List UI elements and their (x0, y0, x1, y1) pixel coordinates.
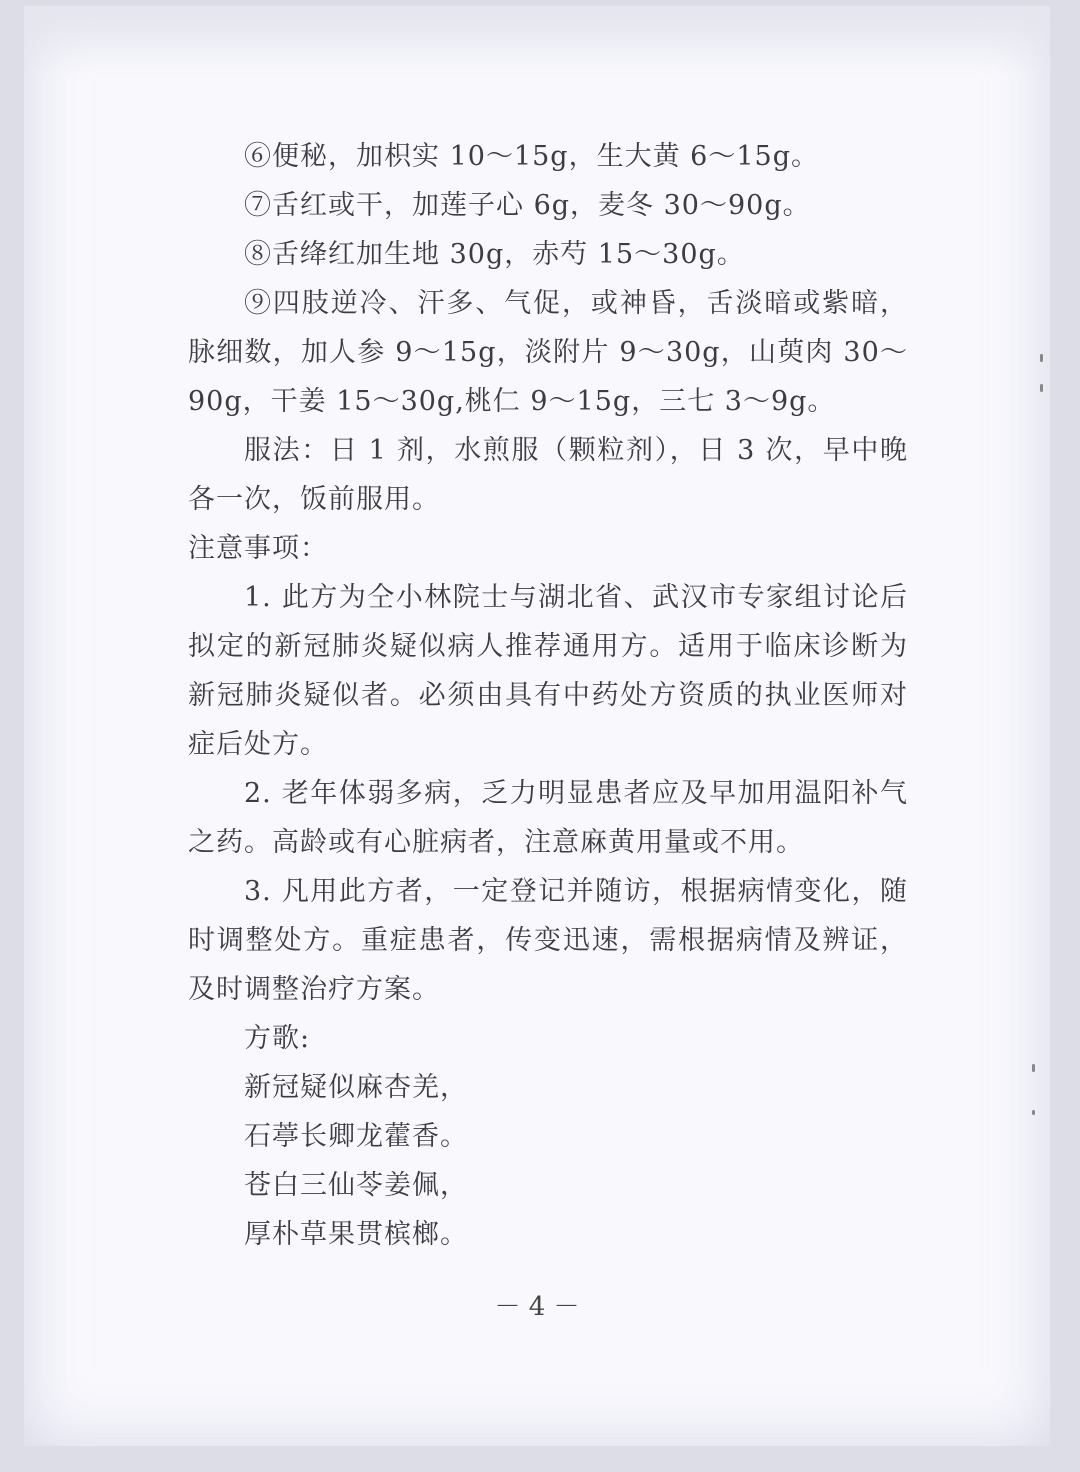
poem-line: 新冠疑似麻杏羌， (244, 1072, 468, 1103)
paragraph-constipation: ⑥便秘，加枳实 10～15g，生大黄 6～15g。 (244, 141, 819, 172)
paragraph-dosage: 服法：日 1 剂，水煎服（颗粒剂），日 3 次，早中晚各一次，饭前服用。 (188, 435, 908, 515)
paragraph-crimson-tongue: ⑧舌绛红加生地 30g，赤芍 15～30g。 (244, 239, 745, 270)
formula-song (188, 1063, 908, 1259)
document-body (188, 132, 908, 1259)
precaution-item-3: 3. 凡用此方者，一定登记并随访，根据病情变化，随时调整处方。重症患者，传变迅速，需根据病情及辨证，及时调整治疗方案。 (188, 876, 908, 1005)
document-page (24, 6, 1050, 1446)
scan-speck (1040, 354, 1043, 362)
poem-line: 厚朴草果贯槟榔。 (244, 1219, 468, 1250)
scan-speck (1032, 1110, 1035, 1115)
scan-speck (1040, 384, 1043, 392)
poem-line: 苍白三仙苓姜佩， (244, 1170, 468, 1201)
poem-line: 石葶长卿龙藿香。 (244, 1121, 468, 1152)
heading-precautions: 注意事项： (188, 533, 328, 564)
paragraph-red-tongue: ⑦舌红或干，加莲子心 6g，麦冬 30～90g。 (244, 190, 811, 221)
scan-speck (1032, 1064, 1035, 1072)
heading-formula-song: 方歌: (244, 1023, 311, 1054)
page-number: － 4 － (494, 1292, 580, 1322)
precaution-item-2: 2. 老年体弱多病，乏力明显患者应及早加用温阳补气之药。高龄或有心脏病者，注意麻黄用量或不用。 (188, 778, 908, 858)
paragraph-cold-limbs: ⑨四肢逆冷、汗多、气促，或神昏，舌淡暗或紫暗，脉细数，加人参 9～15g，淡附片 9～30g，山萸肉 30～90g，干姜 15～30g,桃仁 9～15g，三七 3～9g。 (188, 288, 908, 417)
precaution-item-1: 1. 此方为仝小林院士与湖北省、武汉市专家组讨论后拟定的新冠肺炎疑似病人推荐通用方。适用于临床诊断为新冠肺炎疑似者。必须由具有中药处方资质的执业医师对症后处方。 (188, 582, 908, 760)
